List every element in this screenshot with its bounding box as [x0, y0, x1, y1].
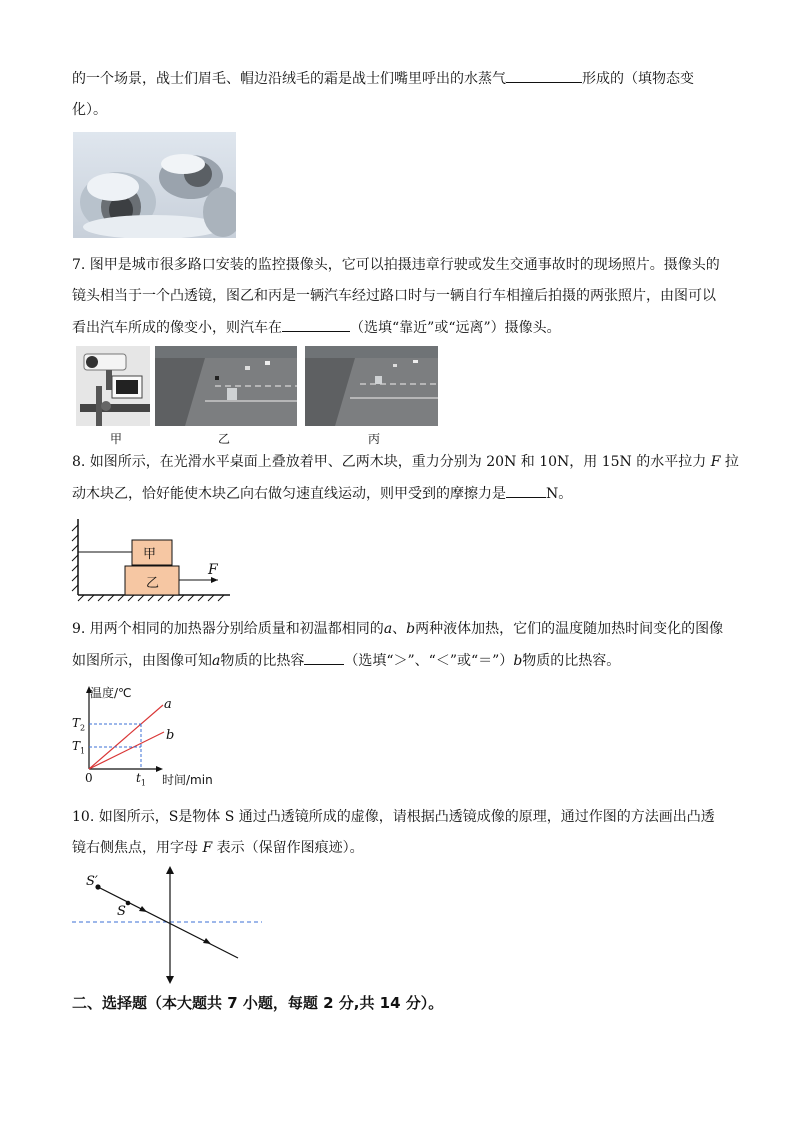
- caption-yi: 乙: [217, 432, 230, 446]
- road-photo-before: [155, 346, 297, 426]
- soldiers-in-snow-photo: [73, 132, 236, 238]
- graph-origin: 0: [85, 771, 93, 785]
- answer-blank[interactable]: [506, 68, 582, 83]
- block-yi-label: 乙: [146, 576, 160, 591]
- q6-line-1: 的一个场景，战士们眉毛、帽边沿绒毛的霜是战士们嘴里呼出的水蒸气 形成的（填物态变: [72, 68, 694, 89]
- graph-ylabel: 温度/℃: [90, 686, 132, 700]
- graph-t1-label: $T_1$: [72, 739, 86, 756]
- q9-line-2: 如图所示，由图像可知a物质的比热容 （选填“＞”、“＜”或“＝”）b物质的比热容。: [72, 650, 620, 671]
- surveillance-camera-photo: [76, 346, 150, 426]
- q8-line-1: 8. 如图所示，在光滑水平桌面上叠放着甲、乙两木块，重力分别为 20N 和 10N，用 15N 的水平拉力 F 拉: [72, 454, 739, 470]
- graph-line-a-label: a: [164, 697, 172, 712]
- q7-line-3: 看出汽车所成的像变小，则汽车在 （选填“靠近”或“远离”）摄像头。: [72, 317, 561, 338]
- q10-line-2: 镜右侧焦点，用字母 F 表示（保留作图痕迹）。: [72, 840, 364, 856]
- q7-line-2: 镜头相当于一个凸透镜，图乙和丙是一辆汽车经过路口时与一辆自行车相撞后拍摄的两张照片，由图可以: [72, 288, 716, 304]
- graph-line-b-label: b: [166, 728, 175, 743]
- graph-t2-label: $T_2$: [72, 716, 86, 733]
- answer-blank[interactable]: [506, 483, 546, 498]
- image-point-label: S′: [86, 874, 98, 889]
- q6-line-2: 化）。: [72, 102, 107, 118]
- q9-line-1: 9. 用两个相同的加热器分别给质量和初温都相同的a、b两种液体加热，它们的温度随加热时间变化的图像: [72, 621, 724, 637]
- section-title-multiple-choice: 二、选择题（本大题共 7 小题，每题 2 分,共 14 分）。: [72, 994, 444, 1012]
- q8-line-2: 动木块乙，恰好能使木块乙向右做匀速直线运动，则甲受到的摩擦力是 N。: [72, 483, 572, 504]
- caption-jia: 甲: [109, 432, 122, 446]
- convex-lens-diagram: [72, 866, 262, 984]
- answer-blank[interactable]: [282, 317, 350, 332]
- force-label: F: [208, 562, 218, 578]
- q7-line-1: 7. 图甲是城市很多路口安装的监控摄像头，它可以拍摄违章行驶或发生交通事故时的现场照片。摄像头的: [72, 257, 720, 273]
- block-jia-label: 甲: [143, 547, 157, 562]
- graph-xlabel: 时间/min: [162, 773, 213, 787]
- answer-blank[interactable]: [304, 650, 344, 665]
- caption-bing: 丙: [367, 432, 380, 446]
- q10-line-1: 10. 如图所示，S是物体 S 通过凸透镜所成的虚像，请根据凸透镜成像的原理，通过作图的方法画出凸透: [72, 809, 715, 825]
- object-point-label: S: [117, 904, 126, 919]
- graph-time-label: $t_1$: [136, 771, 146, 788]
- road-photo-after: [305, 346, 438, 426]
